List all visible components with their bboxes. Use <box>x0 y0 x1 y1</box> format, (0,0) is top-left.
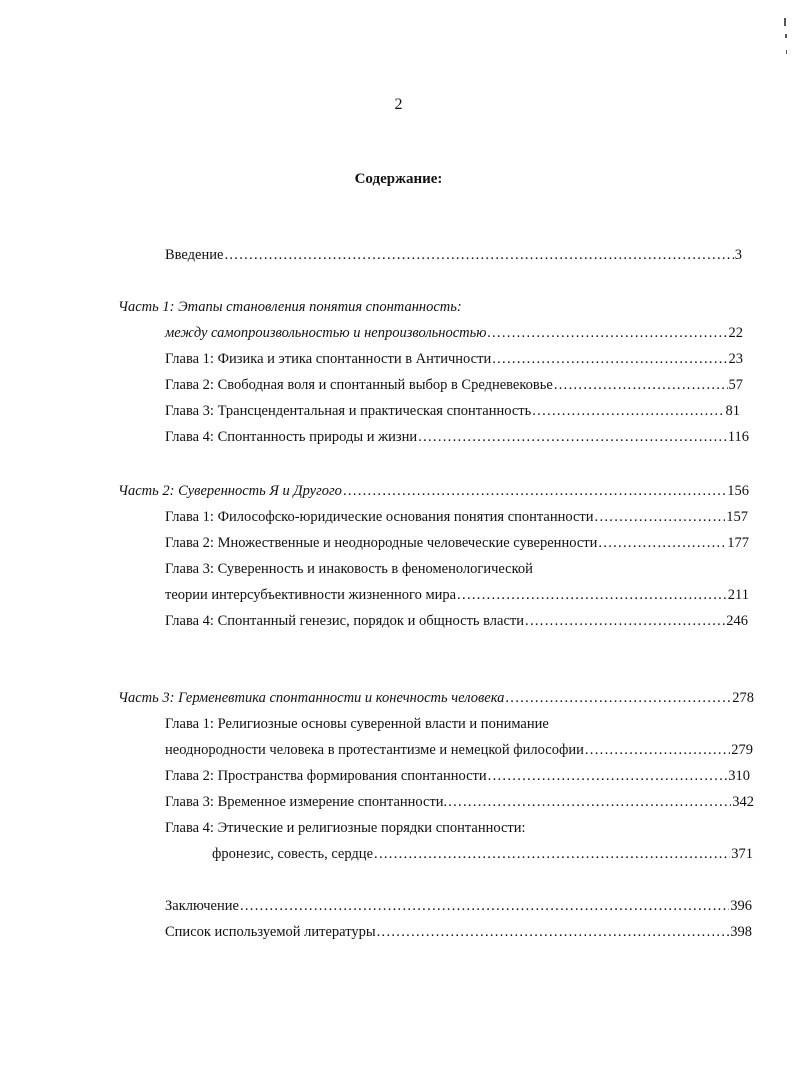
entry-label: Глава 3: Временное измерение спонтанности. <box>165 794 448 810</box>
entry-label: Заключение <box>165 898 239 914</box>
entry-label: Глава 4: Спонтанный генезис, порядок и общность власти <box>165 613 525 629</box>
part-title-line1: Часть 1: Этапы становления понятия спонтанность: <box>118 299 462 315</box>
entry-page: 116 <box>727 429 749 445</box>
entry-page: 211 <box>727 587 749 603</box>
toc-part2-chapter3-line2[interactable] <box>165 586 749 604</box>
entry-page: 396 <box>730 898 752 914</box>
entry-label: Глава 1: Философско-юридические основания понятия спонтанности <box>165 509 594 525</box>
toc-entry-bibliography[interactable] <box>165 923 752 941</box>
entry-page: 3 <box>734 247 742 263</box>
entry-label: Глава 4: Спонтанность природы и жизни <box>165 429 418 445</box>
dot-leader <box>343 482 726 500</box>
entry-page: 22 <box>728 325 743 341</box>
dot-leader <box>585 741 730 759</box>
page-number: 2 <box>394 96 403 113</box>
dot-leader <box>374 845 730 863</box>
dot-leader <box>487 324 727 342</box>
toc-part3-title[interactable] <box>118 689 754 707</box>
entry-label: Введение <box>165 247 224 263</box>
toc-part3-chapter4-line1[interactable] <box>165 819 526 837</box>
entry-label: фронезис, совесть, сердце <box>212 846 374 862</box>
dot-leader <box>598 534 726 552</box>
part-title: Часть 2: Суверенность Я и Другого <box>118 483 342 499</box>
toc-part2-chapter4[interactable] <box>165 612 748 630</box>
entry-label: Глава 3: Суверенность и инаковость в феноменологической <box>165 561 533 577</box>
toc-part2-chapter2[interactable] <box>165 534 749 552</box>
toc-title: Содержание: <box>354 171 443 187</box>
entry-page: 157 <box>726 509 748 525</box>
entry-page: 278 <box>732 690 754 706</box>
dot-leader <box>240 897 729 915</box>
entry-page: 156 <box>727 483 749 499</box>
entry-page: 81 <box>725 403 740 419</box>
entry-page: 57 <box>728 377 743 393</box>
entry-label: Глава 2: Множественные и неоднородные человеческие суверенности <box>165 535 598 551</box>
entry-label: Список используемой литературы <box>165 924 376 940</box>
toc-entry-conclusion[interactable] <box>165 897 752 915</box>
entry-page: 342 <box>732 794 754 810</box>
toc-part3-chapter2[interactable] <box>165 767 750 785</box>
dot-leader <box>532 402 724 420</box>
entry-page: 279 <box>731 742 753 758</box>
entry-page: 371 <box>731 846 753 862</box>
part-title-line2: между самопроизвольностью и непроизвольностью <box>165 325 487 341</box>
dot-leader <box>525 612 725 630</box>
entry-label: Глава 3: Трансцендентальная и практическая спонтанность <box>165 403 532 419</box>
scan-mark <box>786 50 787 54</box>
toc-part3-chapter1-line2[interactable] <box>165 741 753 759</box>
toc-part2-chapter3-line1[interactable] <box>165 560 533 578</box>
toc-part1-chapter1[interactable] <box>165 350 743 368</box>
entry-page: 398 <box>730 924 752 940</box>
toc-part1-chapter2[interactable] <box>165 376 743 394</box>
dot-leader <box>377 923 730 941</box>
dot-leader <box>448 793 731 811</box>
toc-part3-chapter4-line2[interactable] <box>212 845 753 863</box>
scan-mark <box>785 34 787 38</box>
entry-label: Глава 1: Физика и этика спонтанности в Античности <box>165 351 492 367</box>
toc-part1-chapter3[interactable] <box>165 402 740 420</box>
entry-page: 23 <box>728 351 743 367</box>
toc-part1-chapter4[interactable] <box>165 428 749 446</box>
entry-label: неоднородности человека в протестантизме и немецкой философии <box>165 742 584 758</box>
toc-part3-chapter1-line1[interactable] <box>165 715 549 733</box>
toc-part2-title[interactable] <box>118 482 749 500</box>
entry-page: 177 <box>727 535 749 551</box>
toc-part1-title[interactable] <box>118 298 462 316</box>
entry-label: Глава 2: Пространства формирования спонтанности <box>165 768 487 784</box>
dot-leader <box>505 689 731 707</box>
entry-label: теории интерсубъективности жизненного мира <box>165 587 457 603</box>
toc-part2-chapter1[interactable] <box>165 508 748 526</box>
entry-label: Глава 4: Этические и религиозные порядки спонтанности: <box>165 820 526 836</box>
dot-leader <box>492 350 727 368</box>
toc-entry-intro[interactable] <box>165 246 742 264</box>
scan-mark <box>784 18 786 26</box>
dot-leader <box>554 376 728 394</box>
entry-label: Глава 1: Религиозные основы суверенной власти и понимание <box>165 716 549 732</box>
dot-leader <box>488 767 728 785</box>
dot-leader <box>224 246 733 264</box>
toc-part1-subtitle[interactable] <box>165 324 743 342</box>
dot-leader <box>457 586 727 604</box>
entry-page: 246 <box>726 613 748 629</box>
entry-label: Глава 2: Свободная воля и спонтанный выбор в Средневековье <box>165 377 553 393</box>
entry-page: 310 <box>728 768 750 784</box>
part-title: Часть 3: Герменевтика спонтанности и конечность человека <box>118 690 505 706</box>
dot-leader <box>595 508 726 526</box>
toc-part3-chapter3[interactable] <box>165 793 754 811</box>
dot-leader <box>418 428 727 446</box>
